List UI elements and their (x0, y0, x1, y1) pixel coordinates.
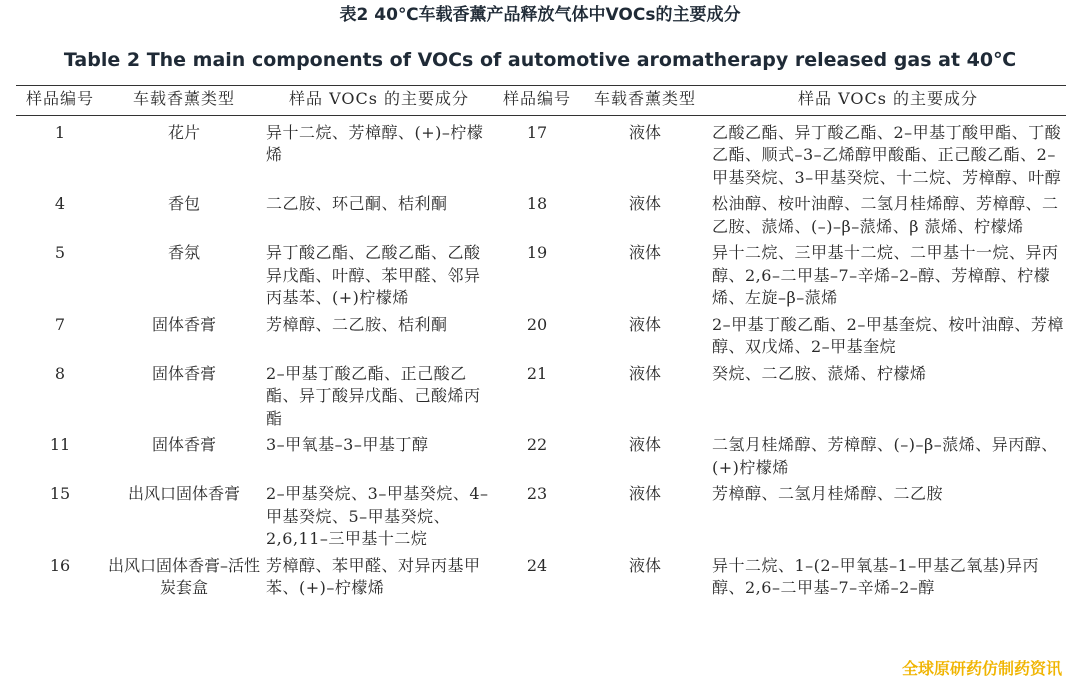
sample-no: 8 (54, 363, 66, 383)
sample-type-right: 液体 (628, 194, 661, 213)
table-row (16, 242, 1066, 314)
header-components-right: 样品 VOCs 的主要成分 (710, 86, 1066, 116)
table-row (16, 115, 1066, 193)
sample-type-right: 液体 (628, 435, 661, 454)
sample-type: 固体香膏 (151, 363, 216, 383)
sample-components-right: 二氢月桂烯醇、芳樟醇、(–)–β–蒎烯、异丙醇、(+)柠檬烯 (712, 435, 1058, 477)
table-title-en: Table 2 The main components of VOCs of automotive aromatherapy released gas at 40℃ (63, 49, 1017, 71)
sample-no-right: 18 (526, 194, 548, 213)
sample-no: 5 (54, 243, 66, 262)
sample-type-right: 液体 (628, 363, 661, 383)
sample-components: 异丁酸乙酯、乙酸乙酯、乙酸异戊酯、叶醇、苯甲醛、邻异丙基苯、(+)柠檬烯 (266, 243, 481, 307)
table-header-row (16, 86, 1066, 116)
sample-components-right: 异十二烷、1–(2–甲氧基–1–甲基乙氧基)异丙醇、2,6–二甲基–7–辛烯–2–醇 (712, 555, 1040, 597)
sample-components: 2–甲基丁酸乙酯、正己酸乙酯、异丁酸异戊酯、己酸烯丙酯 (266, 363, 481, 428)
sample-type: 固体香膏 (151, 435, 216, 454)
header-type-right: 车载香薰类型 (580, 86, 710, 116)
sample-type: 出风口固体香膏–活性炭套盒 (107, 555, 260, 597)
sample-type-right: 液体 (628, 122, 661, 142)
sample-components: 异十二烷、芳樟醇、(+)–柠檬烯 (266, 122, 484, 164)
sample-type: 香氛 (167, 243, 200, 262)
table-row (16, 434, 1066, 483)
header-sample-no: 样品编号 (16, 86, 104, 116)
sample-no: 1 (54, 122, 66, 142)
sample-components-right: 癸烷、二乙胺、蒎烯、柠檬烯 (712, 363, 927, 383)
sample-type-right: 液体 (628, 314, 661, 334)
header-components: 样品 VOCs 的主要成分 (264, 86, 494, 116)
sample-type: 花片 (167, 122, 200, 142)
sample-no: 16 (49, 555, 71, 575)
voc-components-table (16, 85, 1066, 604)
sample-no-right: 20 (526, 314, 548, 334)
sample-no: 7 (54, 314, 66, 334)
sample-no: 15 (49, 484, 71, 503)
sample-components-right: 芳樟醇、二氢月桂烯醇、二乙胺 (712, 484, 944, 503)
table-row (16, 193, 1066, 242)
sample-type: 出风口固体香膏 (127, 484, 240, 503)
sample-type-right: 液体 (628, 555, 661, 575)
header-sample-no-right: 样品编号 (494, 86, 580, 116)
sample-components-right: 乙酸乙酯、异丁酸乙酯、2–甲基丁酸甲酯、丁酸乙酯、顺式–3–乙烯醇甲酸酯、正己酸乙酯、2–甲基癸烷、3–甲基癸烷、十二烷、芳樟醇、叶醇 (712, 122, 1062, 187)
sample-components: 3–甲氧基–3–甲基丁醇 (266, 435, 429, 454)
header-type: 车载香薰类型 (104, 86, 264, 116)
sample-components: 芳樟醇、二乙胺、桔利酮 (266, 314, 448, 334)
table-title-cn: 表2 40℃车载香薰产品释放气体中VOCs的主要成分 (339, 5, 741, 25)
sample-no-right: 22 (526, 435, 548, 454)
sample-components: 芳樟醇、苯甲醛、对异丙基甲苯、(+)–柠檬烯 (266, 555, 481, 597)
sample-type: 香包 (167, 194, 200, 213)
sample-components-right: 2–甲基丁酸乙酯、2–甲基奎烷、桉叶油醇、芳樟醇、双戊烯、2–甲基奎烷 (712, 314, 1064, 356)
sample-type-right: 液体 (628, 484, 661, 503)
sample-type: 固体香膏 (151, 314, 216, 334)
sample-components: 二乙胺、环己酮、桔利酮 (266, 194, 448, 213)
sample-type-right: 液体 (628, 243, 661, 262)
sample-no-right: 24 (526, 555, 548, 575)
sample-no-right: 21 (526, 363, 548, 383)
table-row (16, 363, 1066, 435)
table-row (16, 555, 1066, 604)
sample-no-right: 17 (526, 122, 548, 142)
sample-no-right: 23 (526, 484, 548, 503)
sample-components: 2–甲基癸烷、3–甲基癸烷、4–甲基癸烷、5–甲基癸烷、2,6,11–三甲基十二烷 (266, 484, 489, 548)
sample-components-right: 松油醇、桉叶油醇、二氢月桂烯醇、芳樟醇、二乙胺、蒎烯、(–)–β–蒎烯、β 蒎烯、柠檬烯 (712, 194, 1059, 236)
sample-no: 4 (54, 194, 66, 213)
table-row (16, 314, 1066, 363)
sample-components-right: 异十二烷、三甲基十二烷、二甲基十一烷、异丙醇、2,6–二甲基–7–辛烯–2–醇、芳樟醇、柠檬烯、左旋–β–蒎烯 (712, 243, 1059, 307)
table-row (16, 483, 1066, 555)
sample-no: 11 (49, 435, 71, 454)
watermark-text: 全球原研药仿制药资讯 (901, 659, 1062, 678)
sample-no-right: 19 (526, 243, 548, 262)
